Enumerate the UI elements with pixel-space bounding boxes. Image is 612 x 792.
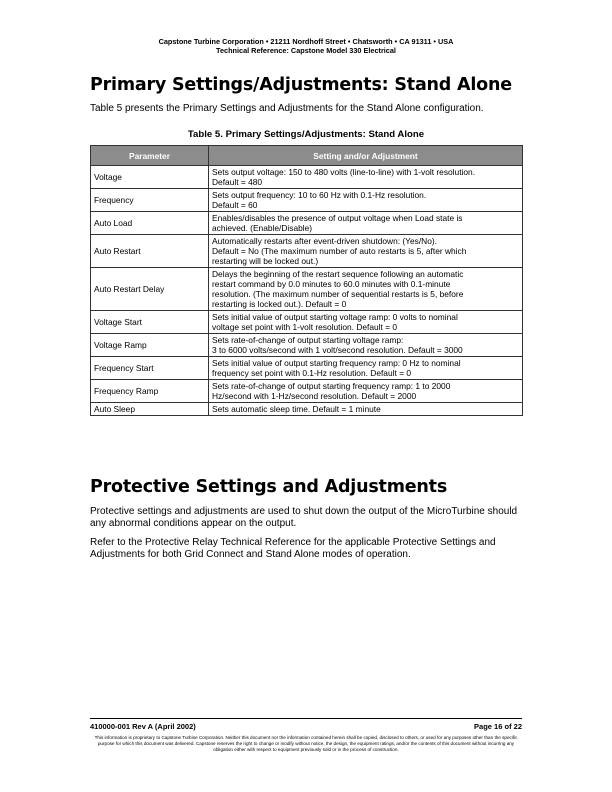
parameter-cell: Auto Sleep <box>91 403 209 416</box>
column-header-setting: Setting and/or Adjustment <box>209 146 523 166</box>
table-caption: Table 5. Primary Settings/Adjustments: Stand Alone <box>187 129 425 140</box>
table-row <box>91 311 523 334</box>
table-row <box>91 212 523 235</box>
setting-line: Default = 60 <box>212 200 258 210</box>
setting-line: Enables/disables the presence of output voltage when Load state is <box>212 213 463 223</box>
setting-cell <box>209 311 523 334</box>
footer-doc-id: 410000-001 Rev A (April 2002) <box>90 722 196 731</box>
table-row <box>91 189 523 212</box>
table-row <box>91 235 523 268</box>
setting-line: Sets rate-of-change of output starting voltage ramp: <box>212 335 404 345</box>
setting-cell <box>209 166 523 189</box>
intro-paragraph: Table 5 presents the Primary Settings and Adjustments for the Stand Alone configuration. <box>90 103 484 114</box>
protective-paragraph-2: Refer to the Protective Relay Technical Reference for the applicable Protective Settings and Adjustments for both Grid Connect and Stand Alone modes of operation. <box>90 537 496 561</box>
parameter-cell: Frequency Ramp <box>91 380 209 403</box>
setting-line: achieved. (Enable/Disable) <box>212 223 313 233</box>
column-header-parameter: Parameter <box>91 146 209 166</box>
table-row <box>91 357 523 380</box>
header-doc-title: Technical Reference: Capstone Model 330 Electrical <box>216 46 396 56</box>
setting-line: Hz/second with 1-Hz/second resolution. Default = 2000 <box>212 391 417 401</box>
setting-cell <box>209 380 523 403</box>
setting-line: restarting will be locked out.) <box>212 256 319 266</box>
setting-line: Default = 480 <box>212 177 263 187</box>
setting-line: 3 to 6000 volts/second with 1 volt/second resolution. Default = 3000 <box>212 345 463 355</box>
parameter-cell: Frequency <box>91 189 209 212</box>
parameter-cell: Voltage Start <box>91 311 209 334</box>
table-row <box>91 403 523 416</box>
table-row <box>91 268 523 311</box>
setting-line: resolution. (The maximum number of sequential restarts is 5, before <box>212 289 464 299</box>
section-title-protective-settings: Protective Settings and Adjustments <box>90 477 448 497</box>
setting-cell <box>209 357 523 380</box>
parameter-cell: Voltage Ramp <box>91 334 209 357</box>
setting-line: Sets automatic sleep time. Default = 1 minute <box>212 404 381 414</box>
table-row <box>91 166 523 189</box>
setting-line: voltage set point with 1-volt resolution. Default = 0 <box>212 322 398 332</box>
parameter-cell: Auto Restart Delay <box>91 268 209 311</box>
footer-disclaimer: This information is proprietary to Capstone Turbine Corporation. Neither this document nor the information contained herein shall be copied, disclosed to others, or used for any purposes other than the specific purpose for which this document was delivered. Capstone reserves the right to change or modify without notice, the design, the equipment ratings, and/or the contents of this document without incurring any obligation either with respect to equipment previously sold or in the process of construction. <box>94 735 518 752</box>
setting-cell <box>209 268 523 311</box>
settings-table <box>90 145 523 416</box>
table-header-row <box>91 146 523 166</box>
parameter-cell: Voltage <box>91 166 209 189</box>
setting-cell <box>209 189 523 212</box>
setting-line: Sets output frequency: 10 to 60 Hz with 0.1-Hz resolution. <box>212 190 427 200</box>
table-row <box>91 380 523 403</box>
page-header <box>0 37 612 55</box>
section-title-primary-settings: Primary Settings/Adjustments: Stand Alone <box>90 75 512 95</box>
setting-cell <box>209 334 523 357</box>
setting-line: restarting is locked out.). Default = 0 <box>212 299 347 309</box>
setting-line: restart command by 0.0 minutes to 60.0 minutes with 0.1-minute <box>212 279 451 289</box>
setting-cell <box>209 403 523 416</box>
parameter-cell: Frequency Start <box>91 357 209 380</box>
setting-line: Automatically restarts after event-driven shutdown: (Yes/No). <box>212 236 437 246</box>
setting-line: Default = No (The maximum number of auto restarts is 5, after which <box>212 246 467 256</box>
setting-line: Sets initial value of output starting voltage ramp: 0 volts to nominal <box>212 312 458 322</box>
protective-paragraph-1: Protective settings and adjustments are used to shut down the output of the MicroTurbine should any abnormal conditions appear on the output. <box>90 506 518 530</box>
table-row <box>91 334 523 357</box>
parameter-cell: Auto Restart <box>91 235 209 268</box>
setting-cell <box>209 212 523 235</box>
setting-line: Sets output voltage: 150 to 480 volts (line-to-line) with 1-volt resolution. <box>212 167 476 177</box>
header-address: Capstone Turbine Corporation • 21211 Nordhoff Street • Chatsworth • CA 91311 • USA <box>158 37 454 46</box>
setting-line: Delays the beginning of the restart sequence following an automatic <box>212 269 464 279</box>
setting-cell <box>209 235 523 268</box>
setting-line: Sets initial value of output starting frequency ramp: 0 Hz to nominal <box>212 358 461 368</box>
setting-line: frequency set point with 0.1-Hz resolution. Default = 0 <box>212 368 412 378</box>
footer-page-number: Page 16 of 22 <box>474 722 522 731</box>
footer-divider <box>90 718 522 719</box>
parameter-cell: Auto Load <box>91 212 209 235</box>
setting-line: Sets rate-of-change of output starting frequency ramp: 1 to 2000 <box>212 381 451 391</box>
